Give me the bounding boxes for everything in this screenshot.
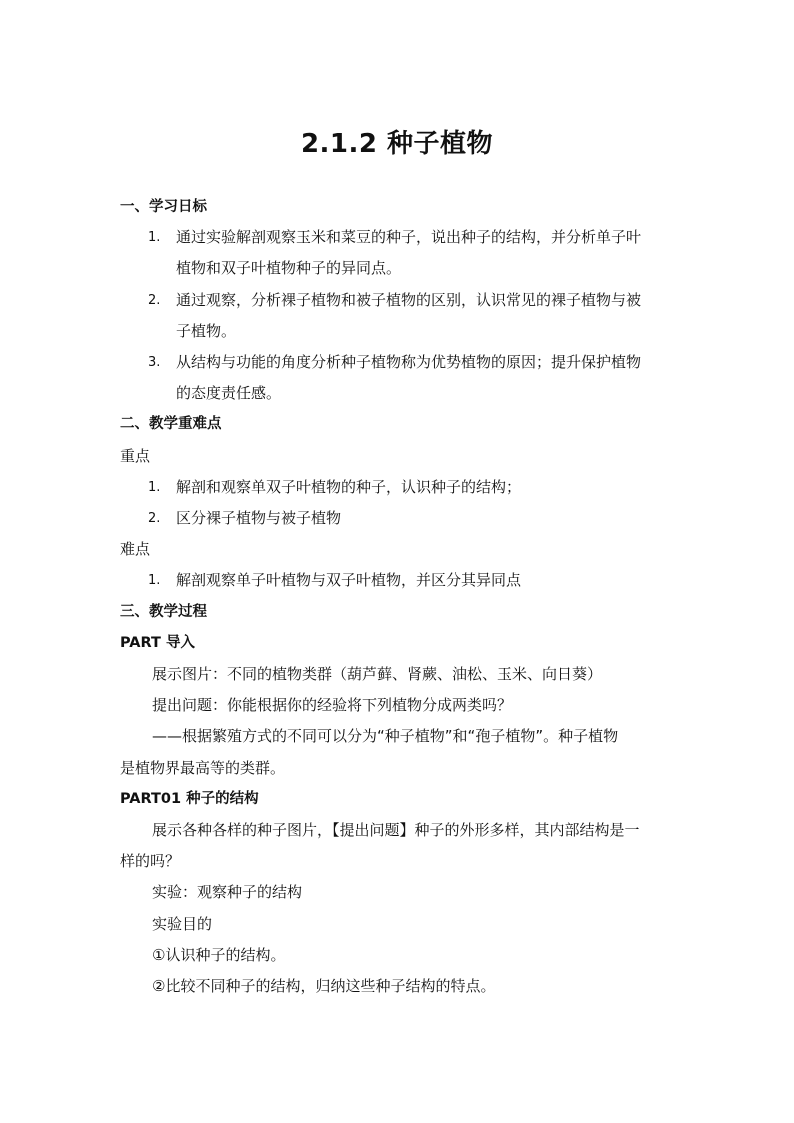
list-item-text: 从结构与功能的角度分析种子植物称为优势植物的原因；提升保护植物 (176, 353, 642, 371)
list-item-text: 解剖观察单子叶植物与双子叶植物，并区分其异同点 (176, 571, 522, 589)
section-heading-key-points: 二、教学重难点 (120, 416, 222, 432)
list-item-text: 通过实验解剖观察玉米和菜豆的种子，说出种子的结构，并分析单子叶 (176, 228, 642, 246)
part-heading-seed-structure: PART01 种子的结构 (120, 791, 259, 807)
list-number: 2. (148, 293, 161, 308)
paragraph: ①认识种子的结构。 (152, 946, 286, 964)
list-item-text: 子植物。 (176, 322, 237, 340)
page-title: 2.1.2 种子植物 (300, 129, 494, 159)
paragraph: ——根据繁殖方式的不同可以分为“种子植物”和“孢子植物”。种子植物 (152, 727, 619, 745)
part-heading-intro: PART 导入 (120, 635, 195, 651)
list-item-text: 解剖和观察单双子叶植物的种子，认识种子的结构； (176, 478, 522, 496)
list-number: 3. (148, 355, 161, 370)
list-number: 2. (148, 511, 161, 526)
section-heading-teaching-process: 三、教学过程 (120, 604, 207, 620)
list-item-text: 区分裸子植物与被子植物 (176, 509, 342, 527)
paragraph: 是植物界最高等的类群。 (120, 759, 286, 777)
list-item-text: 通过观察，分析裸子植物和被子植物的区别，认识常见的裸子植物与被 (176, 291, 642, 309)
paragraph: 展示各种各样的种子图片，【提出问题】种子的外形多样，其内部结构是一 (152, 821, 640, 839)
paragraph: 实验目的 (152, 915, 213, 933)
paragraph: ②比较不同种子的结构，归纳这些种子结构的特点。 (152, 977, 496, 995)
section-heading-objectives: 一、学习日标 (120, 199, 207, 215)
paragraph: 样的吗？ (120, 852, 181, 870)
list-number: 1. (148, 573, 161, 588)
paragraph: 展示图片：不同的植物类群（葫芦藓、肾蕨、油松、玉米、向日葵） (152, 665, 603, 683)
list-number: 1. (148, 480, 161, 495)
list-number: 1. (148, 230, 161, 245)
paragraph: 实验：观察种子的结构 (152, 883, 303, 901)
list-item-text: 植物和双子叶植物种子的异同点。 (176, 259, 402, 277)
key-label: 重点 (120, 447, 151, 465)
paragraph: 提出问题：你能根据你的经验将下列植物分成两类吗？ (152, 696, 513, 714)
difficult-label: 难点 (120, 540, 151, 558)
list-item-text: 的态度责任感。 (176, 384, 282, 402)
